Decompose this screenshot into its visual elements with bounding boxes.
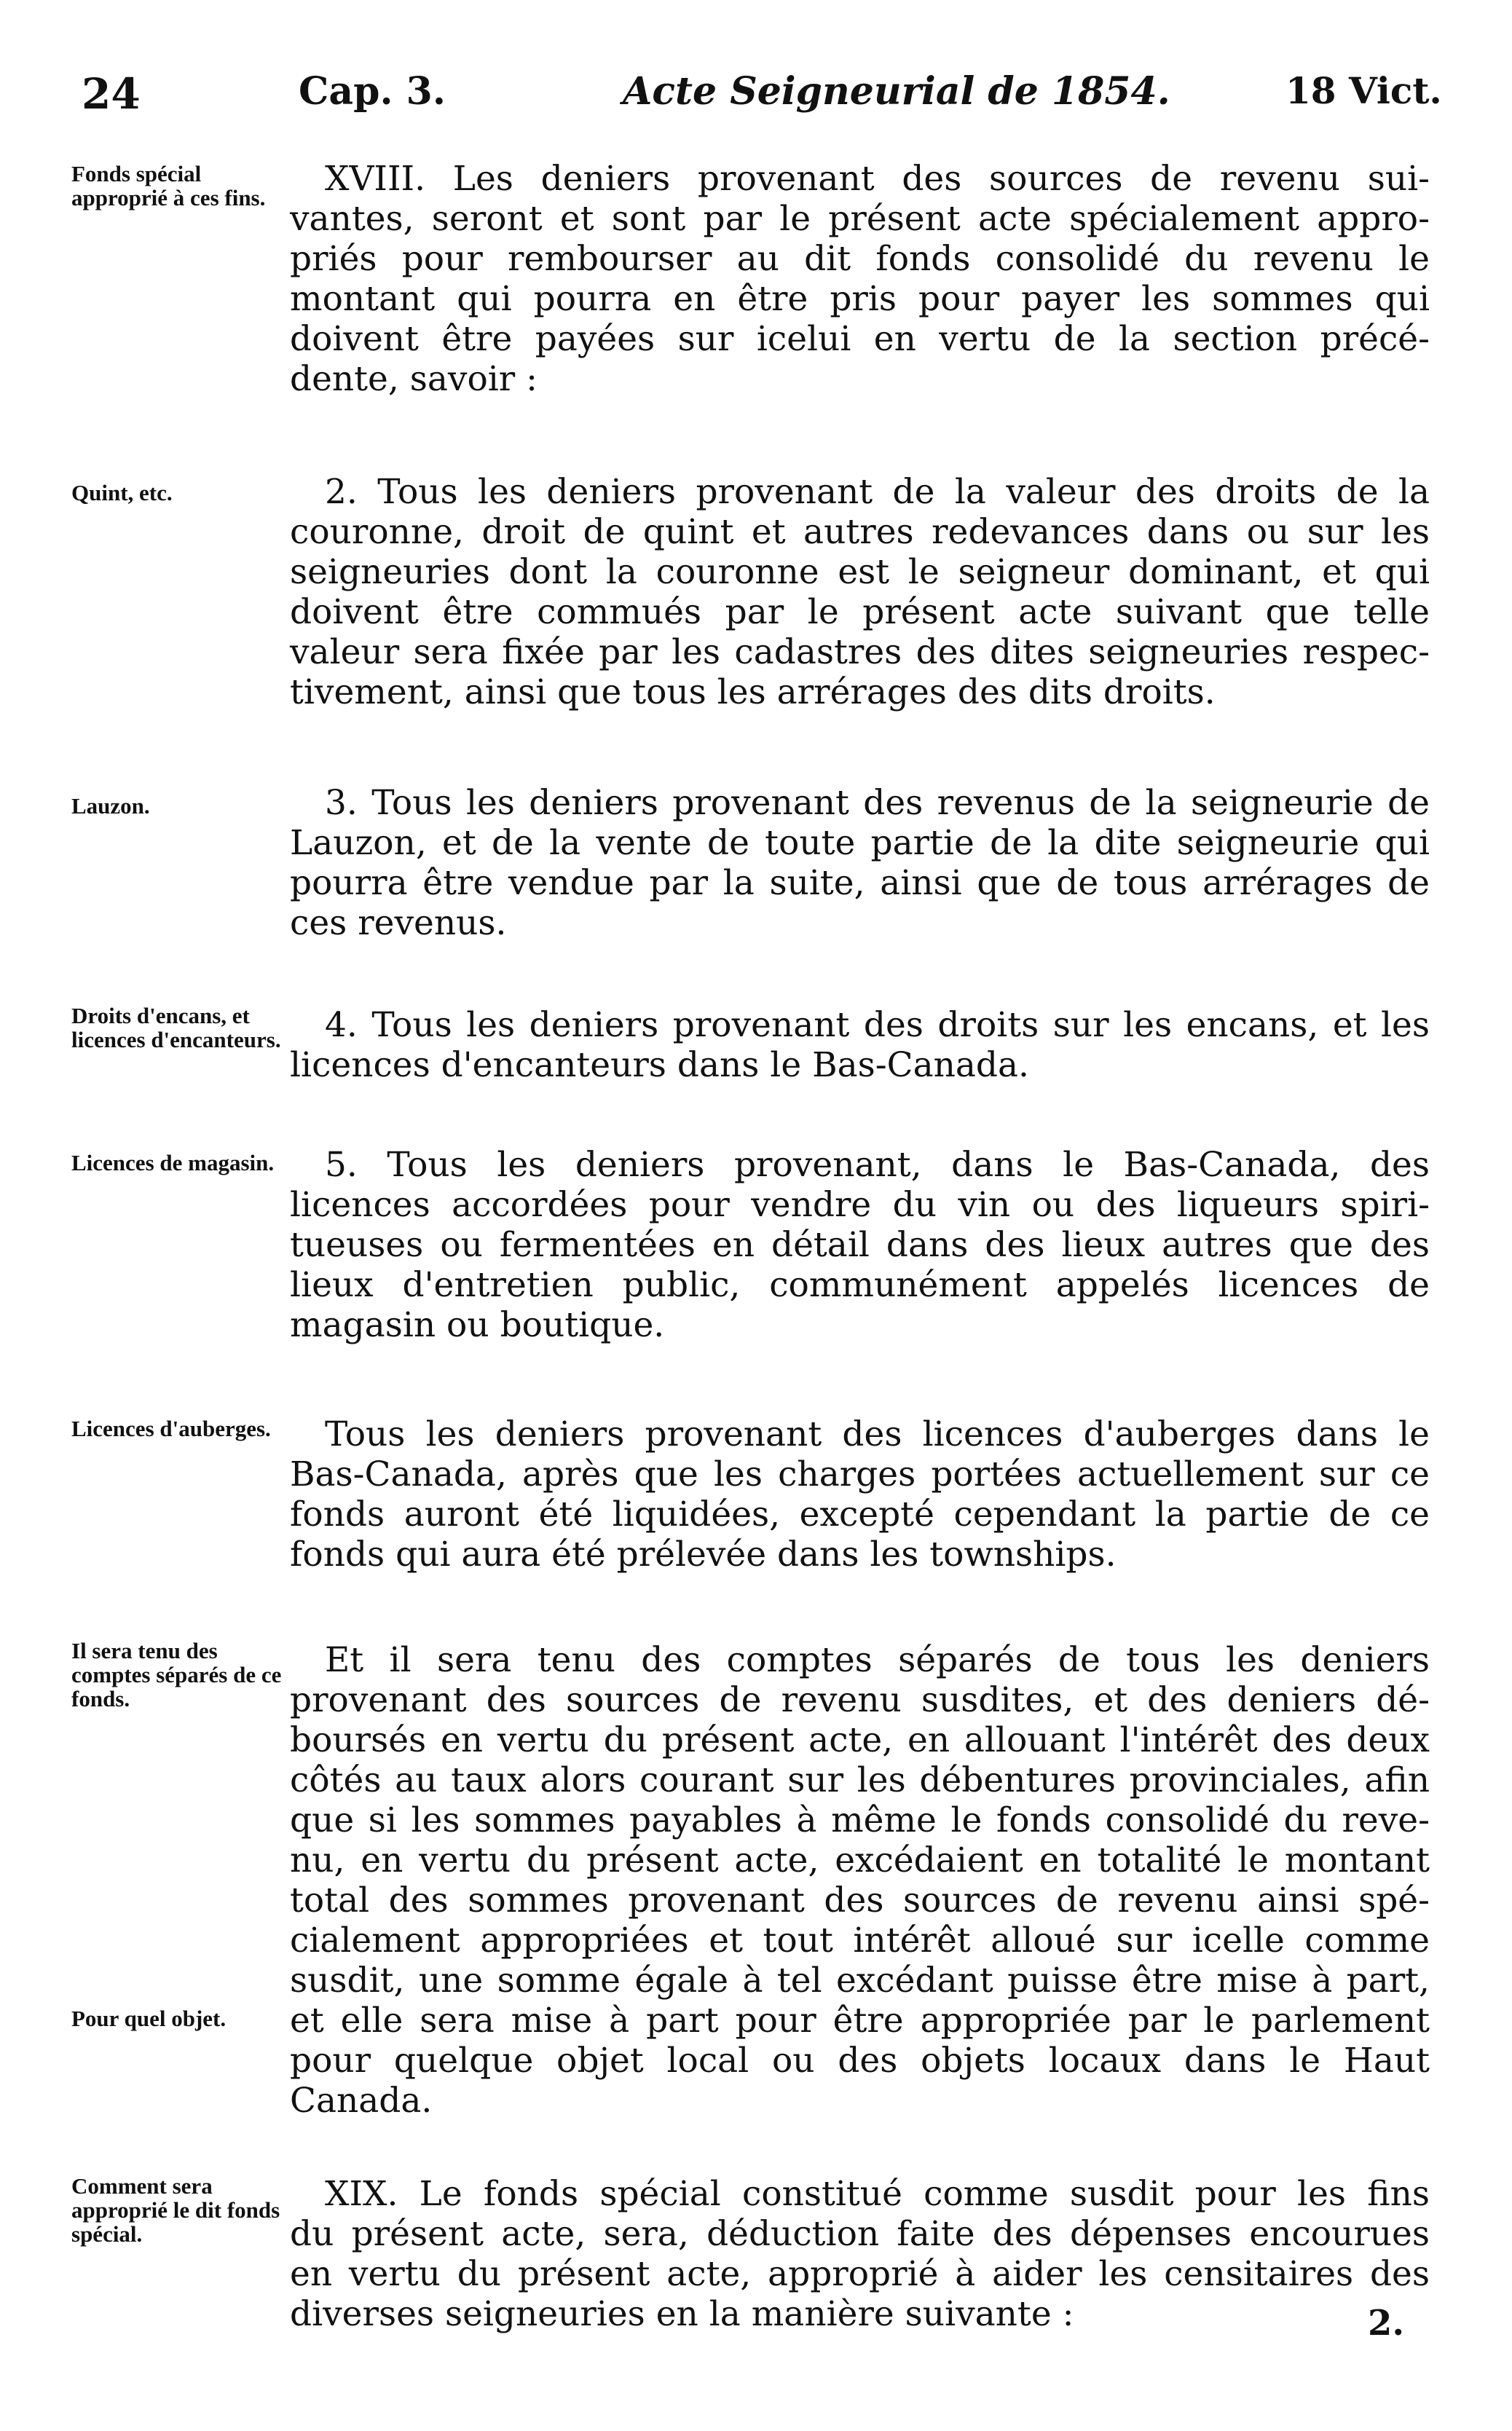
text-line: provenant des sources de revenu susdites, et des deniers dé- [290,1680,1430,1720]
text-line: pourra être vendue par la suite, ainsi que de tous arrérages de [290,863,1430,903]
text-line: pour quelque objet local ou des objets locaux dans le Haut [290,2041,1430,2081]
text-line: 3. Tous les deniers provenant des revenus de la seigneurie de [325,783,1430,823]
page-number: 24 [82,69,141,119]
text-line: et elle sera mise à part pour être appropriée par le parlement [290,2001,1430,2041]
text-line: 4. Tous les deniers provenant des droits sur les encans, et les [325,1005,1430,1045]
margin-note: Il sera tenu des comptes séparés de ce fonds. [71,1638,282,1711]
margin-note: Droits d'encans, et licences d'encanteurs. [71,1003,281,1052]
text-line: diverses seigneuries en la manière suivante : [290,2294,1074,2334]
text-line: côtés au taux alors courant sur les débentures provinciales, afin [290,1760,1430,1800]
text-line: doivent être commués par le présent acte suivant que telle [290,592,1430,632]
paragraph [290,159,1430,399]
regnal-year: 18 Vict. [1285,69,1442,112]
text-line: Et il sera tenu des comptes séparés de tous les deniers [325,1640,1430,1680]
text-line: Lauzon, et de la vente de toute partie de la dite seigneurie qui [290,823,1430,863]
text-line: 5. Tous les deniers provenant, dans le Bas-Canada, des [325,1145,1430,1185]
text-line: total des sommes provenant des sources de revenu ainsi spé- [290,1880,1430,1920]
text-line: priés pour rembourser au dit fonds consolidé du revenu le [290,239,1430,279]
text-line: licences d'encanteurs dans le Bas-Canada. [290,1045,1029,1085]
text-line: nu, en vertu du présent acte, excédaient en totalité le montant [290,1840,1430,1880]
text-line: fonds qui aura été prélevée dans les townships. [290,1534,1117,1575]
text-line: susdit, une somme égale à tel excédant puisse être mise à part, [290,1961,1430,2001]
text-line: doivent être payées sur icelui en vertu de la section précé- [290,319,1430,359]
text-line: licences accordées pour vendre du vin ou des liqueurs spiri- [290,1185,1430,1225]
text-line: montant qui pourra en être pris pour payer les sommes qui [290,279,1430,319]
text-line: dente, savoir : [290,359,538,399]
text-line: Canada. [290,2081,433,2121]
margin-note: Licences de magasin. [71,1150,275,1175]
text-line: que si les sommes payables à même le fonds consolidé du reve- [290,1800,1430,1840]
text-line: XVIII. Les deniers provenant des sources de revenu sui- [325,159,1430,199]
margin-note: Comment sera approprié le dit fonds spécial. [71,2173,280,2247]
text-line: magasin ou boutique. [290,1305,665,1345]
text-line: fonds auront été liquidées, excepté cependant la partie de ce [290,1494,1430,1534]
text-line: XIX. Le fonds spécial constitué comme susdit pour les fins [325,2174,1430,2214]
text-line: valeur sera fixée par les cadastres des dites seigneuries respec- [290,632,1430,672]
running-title: Acte Seigneurial de 1854. [623,69,1170,114]
text-line: en vertu du présent acte, approprié à aider les censitaires des [290,2254,1430,2294]
text-line: Tous les deniers provenant des licences d'auberges dans le [325,1414,1430,1454]
text-line: boursés en vertu du présent acte, en allouant l'intérêt des deux [290,1720,1430,1760]
text-line: tueuses ou fermentées en détail dans des lieux autres que des [290,1225,1430,1265]
paragraph [290,783,1430,943]
text-line: vantes, seront et sont par le présent acte spécialement appro- [290,199,1430,239]
margin-note: Quint, etc. [71,480,173,505]
margin-note: Licences d'auberges. [71,1416,271,1441]
margin-note: Lauzon. [71,793,150,819]
text-line: du présent acte, sera, déduction faite des dépenses encourues [290,2214,1430,2254]
margin-note: Pour quel objet. [71,2006,227,2031]
paragraph [290,2174,1430,2334]
paragraph [290,1640,1430,2121]
text-line: couronne, droit de quint et autres redevances dans ou sur les [290,512,1430,552]
chapter-label: Cap. 3. [299,69,446,114]
text-line: lieux d'entretien public, communément appelés licences de [290,1265,1430,1305]
paragraph [290,472,1430,712]
paragraph [290,1005,1430,1085]
text-line: seigneuries dont la couronne est le seigneur dominant, et qui [290,552,1430,592]
catchword: 2. [1368,2303,1405,2344]
text-line: Bas-Canada, après que les charges portées actuellement sur ce [290,1454,1430,1494]
text-line: 2. Tous les deniers provenant de la valeur des droits de la [325,472,1430,512]
text-line: tivement, ainsi que tous les arrérages des dits droits. [290,672,1216,712]
paragraph [290,1145,1430,1345]
text-line: cialement appropriées et tout intérêt alloué sur icelle comme [290,1920,1430,1961]
running-header [0,69,1512,127]
margin-note: Fonds spécial approprié à ces fins. [71,161,266,210]
text-line: ces revenus. [290,903,507,943]
paragraph [290,1414,1430,1575]
